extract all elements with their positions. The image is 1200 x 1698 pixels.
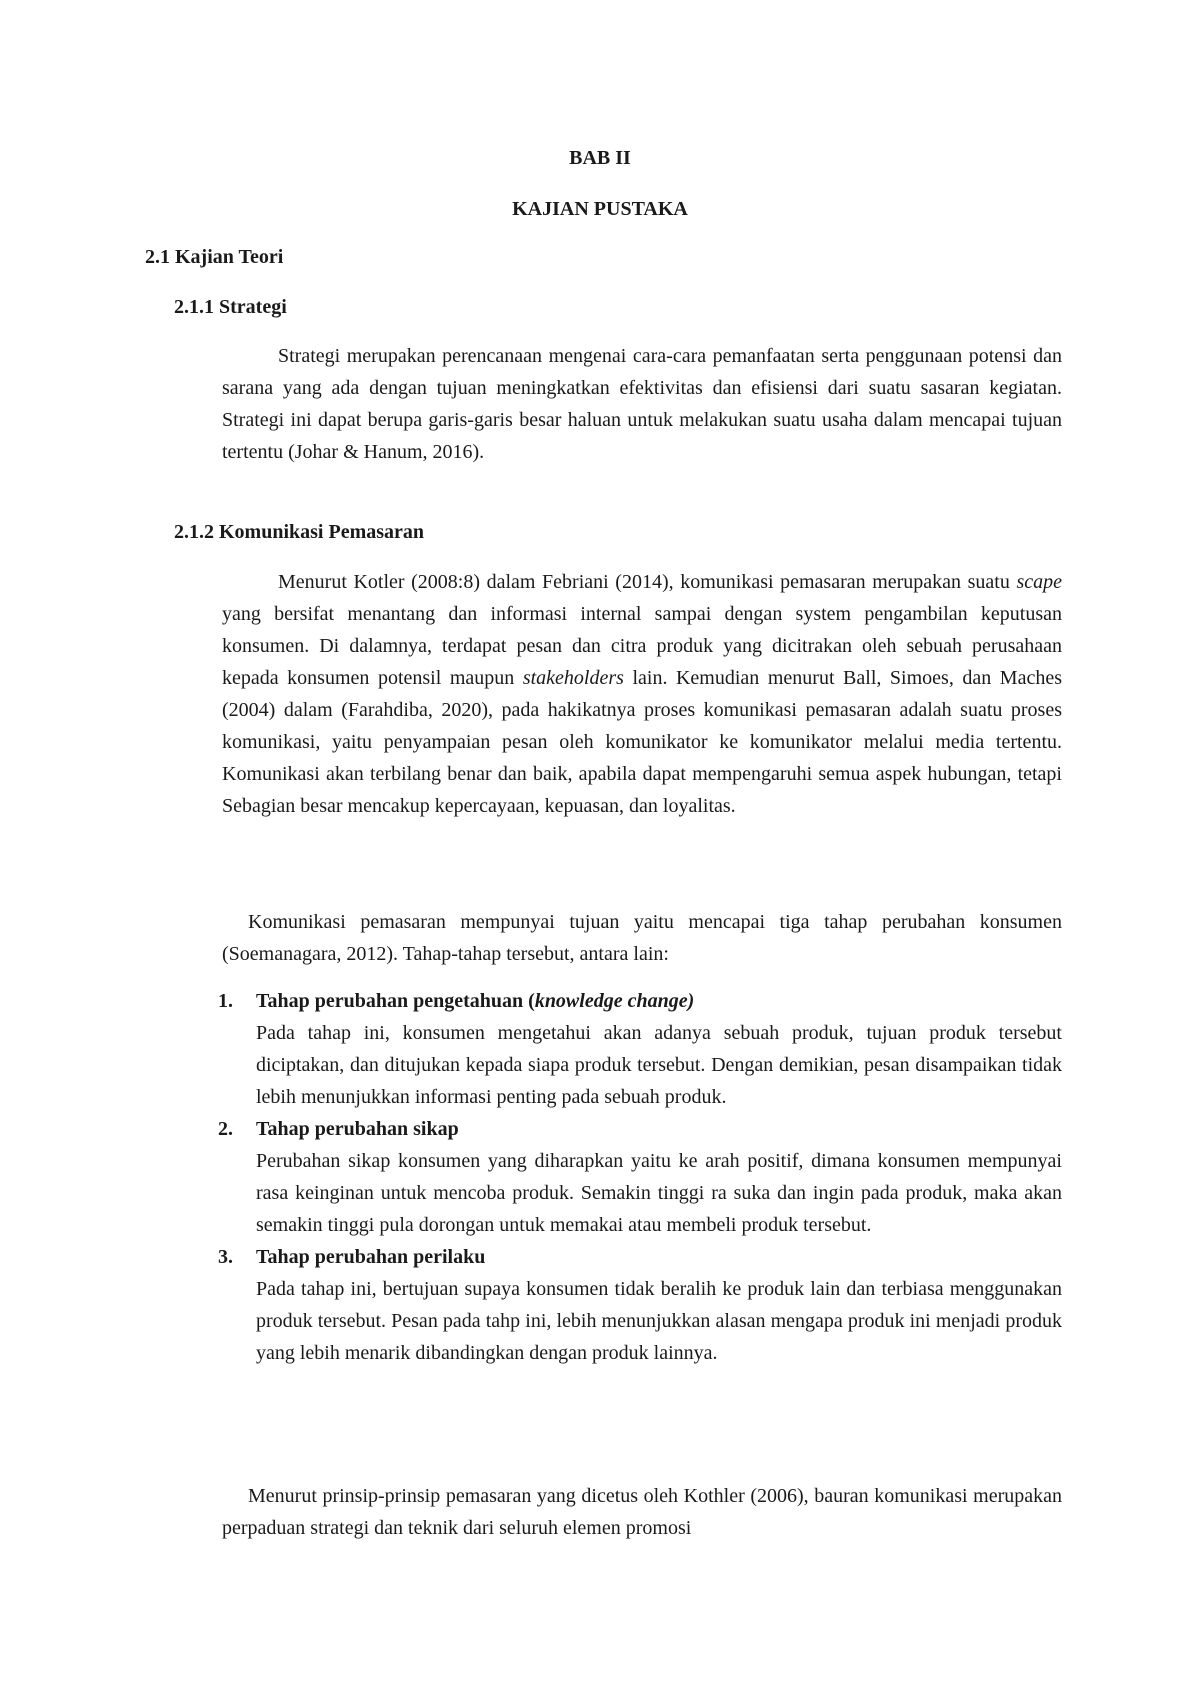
paragraph-komunikasi-1 [222, 566, 1062, 822]
section-heading-2-1-2: 2.1.2 Komunikasi Pemasaran [174, 521, 425, 543]
paragraph-text: Menurut Kotler (2008:8) dalam Febriani (2014), komunikasi pemasaran merupakan suatu [278, 571, 1017, 593]
stages-list [218, 985, 1062, 1369]
list-item [218, 985, 1062, 1113]
list-item [218, 1241, 1062, 1369]
section-heading-2-1-1: 2.1.1 Strategi [174, 296, 287, 318]
list-item-title [256, 985, 1062, 1017]
paragraph-komunikasi-2: Komunikasi pemasaran mempunyai tujuan yaitu mencapai tiga tahap perubahan konsumen (Soemanagara, 2012). Tahap-tahap tersebut, antara lain: [222, 911, 1062, 965]
chapter-title: KAJIAN PUSTAKA [512, 198, 688, 220]
paragraph-komunikasi-3: Menurut prinsip-prinsip pemasaran yang dicetus oleh Kothler (2006), bauran komunikasi merupakan perpaduan strategi dan teknik dari seluruh elemen promosi [222, 1485, 1062, 1539]
list-item-number: 3. [218, 1246, 233, 1268]
list-item-body: Pada tahap ini, konsumen mengetahui akan adanya sebuah produk, tujuan produk tersebut diciptakan, dan ditujukan kepada siapa produk tersebut. Dengan demikian, pesan disampaikan tidak lebih menunjukkan informasi penting pada sebuah produk. [256, 1022, 1062, 1108]
list-item-title-text: Tahap perubahan pengetahuan ( [256, 990, 535, 1012]
paragraph-strategi: Strategi merupakan perencanaan mengenai cara-cara pemanfaatan serta penggunaan potensi dan sarana yang ada dengan tujuan meningkatkan efektivitas dan efisiensi dari suatu sasaran kegiatan. Strategi ini dapat berupa garis-garis besar haluan untuk melakukan suatu usaha dalam mencapai tujuan tertentu (Johar & Hanum, 2016). [222, 345, 1062, 463]
list-item-body: Perubahan sikap konsumen yang diharapkan yaitu ke arah positif, dimana konsumen mempunyai rasa keinginan untuk mencoba produk. Semakin tinggi ra suka dan ingin pada produk, maka akan semakin tinggi pula dorongan untuk memakai atau membeli produk tersebut. [256, 1150, 1062, 1236]
list-item [218, 1113, 1062, 1241]
paragraph-text: yang bersifat menantang dan informasi internal sampai dengan system pengambilan keputusan konsumen. Di dalamnya, terdapat pesan dan citra produk yang dicitrakan oleh sebuah perusahaan kepada konsumen potensil maupun [222, 603, 1062, 689]
chapter-label: BAB II [569, 147, 631, 169]
list-item-number: 2. [218, 1118, 233, 1140]
paragraph-text: lain. Kemudian menurut Ball, Simoes, dan Maches (2004) dalam (Farahdiba, 2020), pada hakikatnya proses komunikasi pemasaran adalah suatu proses komunikasi, yaitu penyampaian pesan oleh komunikator ke komunikator melalui media tertentu. Komunikasi akan terbilang benar dan baik, apabila dapat mempengaruhi semua aspek hubungan, tetapi Sebagian besar mencakup kepercayaan, kepuasan, dan loyalitas. [222, 667, 1062, 817]
list-item-number: 1. [218, 990, 233, 1012]
list-item-title: Tahap perubahan sikap [256, 1118, 459, 1140]
list-item-title: Tahap perubahan perilaku [256, 1246, 486, 1268]
section-heading-2-1: 2.1 Kajian Teori [145, 246, 284, 268]
italic-term-stakeholders: stakeholders [522, 667, 624, 689]
italic-term-scape: scape [1016, 571, 1062, 593]
list-item-title-italic: knowledge change) [534, 990, 695, 1012]
list-item-body: Pada tahap ini, bertujuan supaya konsumen tidak beralih ke produk lain dan terbiasa menggunakan produk tersebut. Pesan pada tahp ini, lebih menunjukkan alasan mengapa produk ini menjadi produk yang lebih menarik dibandingkan dengan produk lainnya. [256, 1278, 1062, 1364]
